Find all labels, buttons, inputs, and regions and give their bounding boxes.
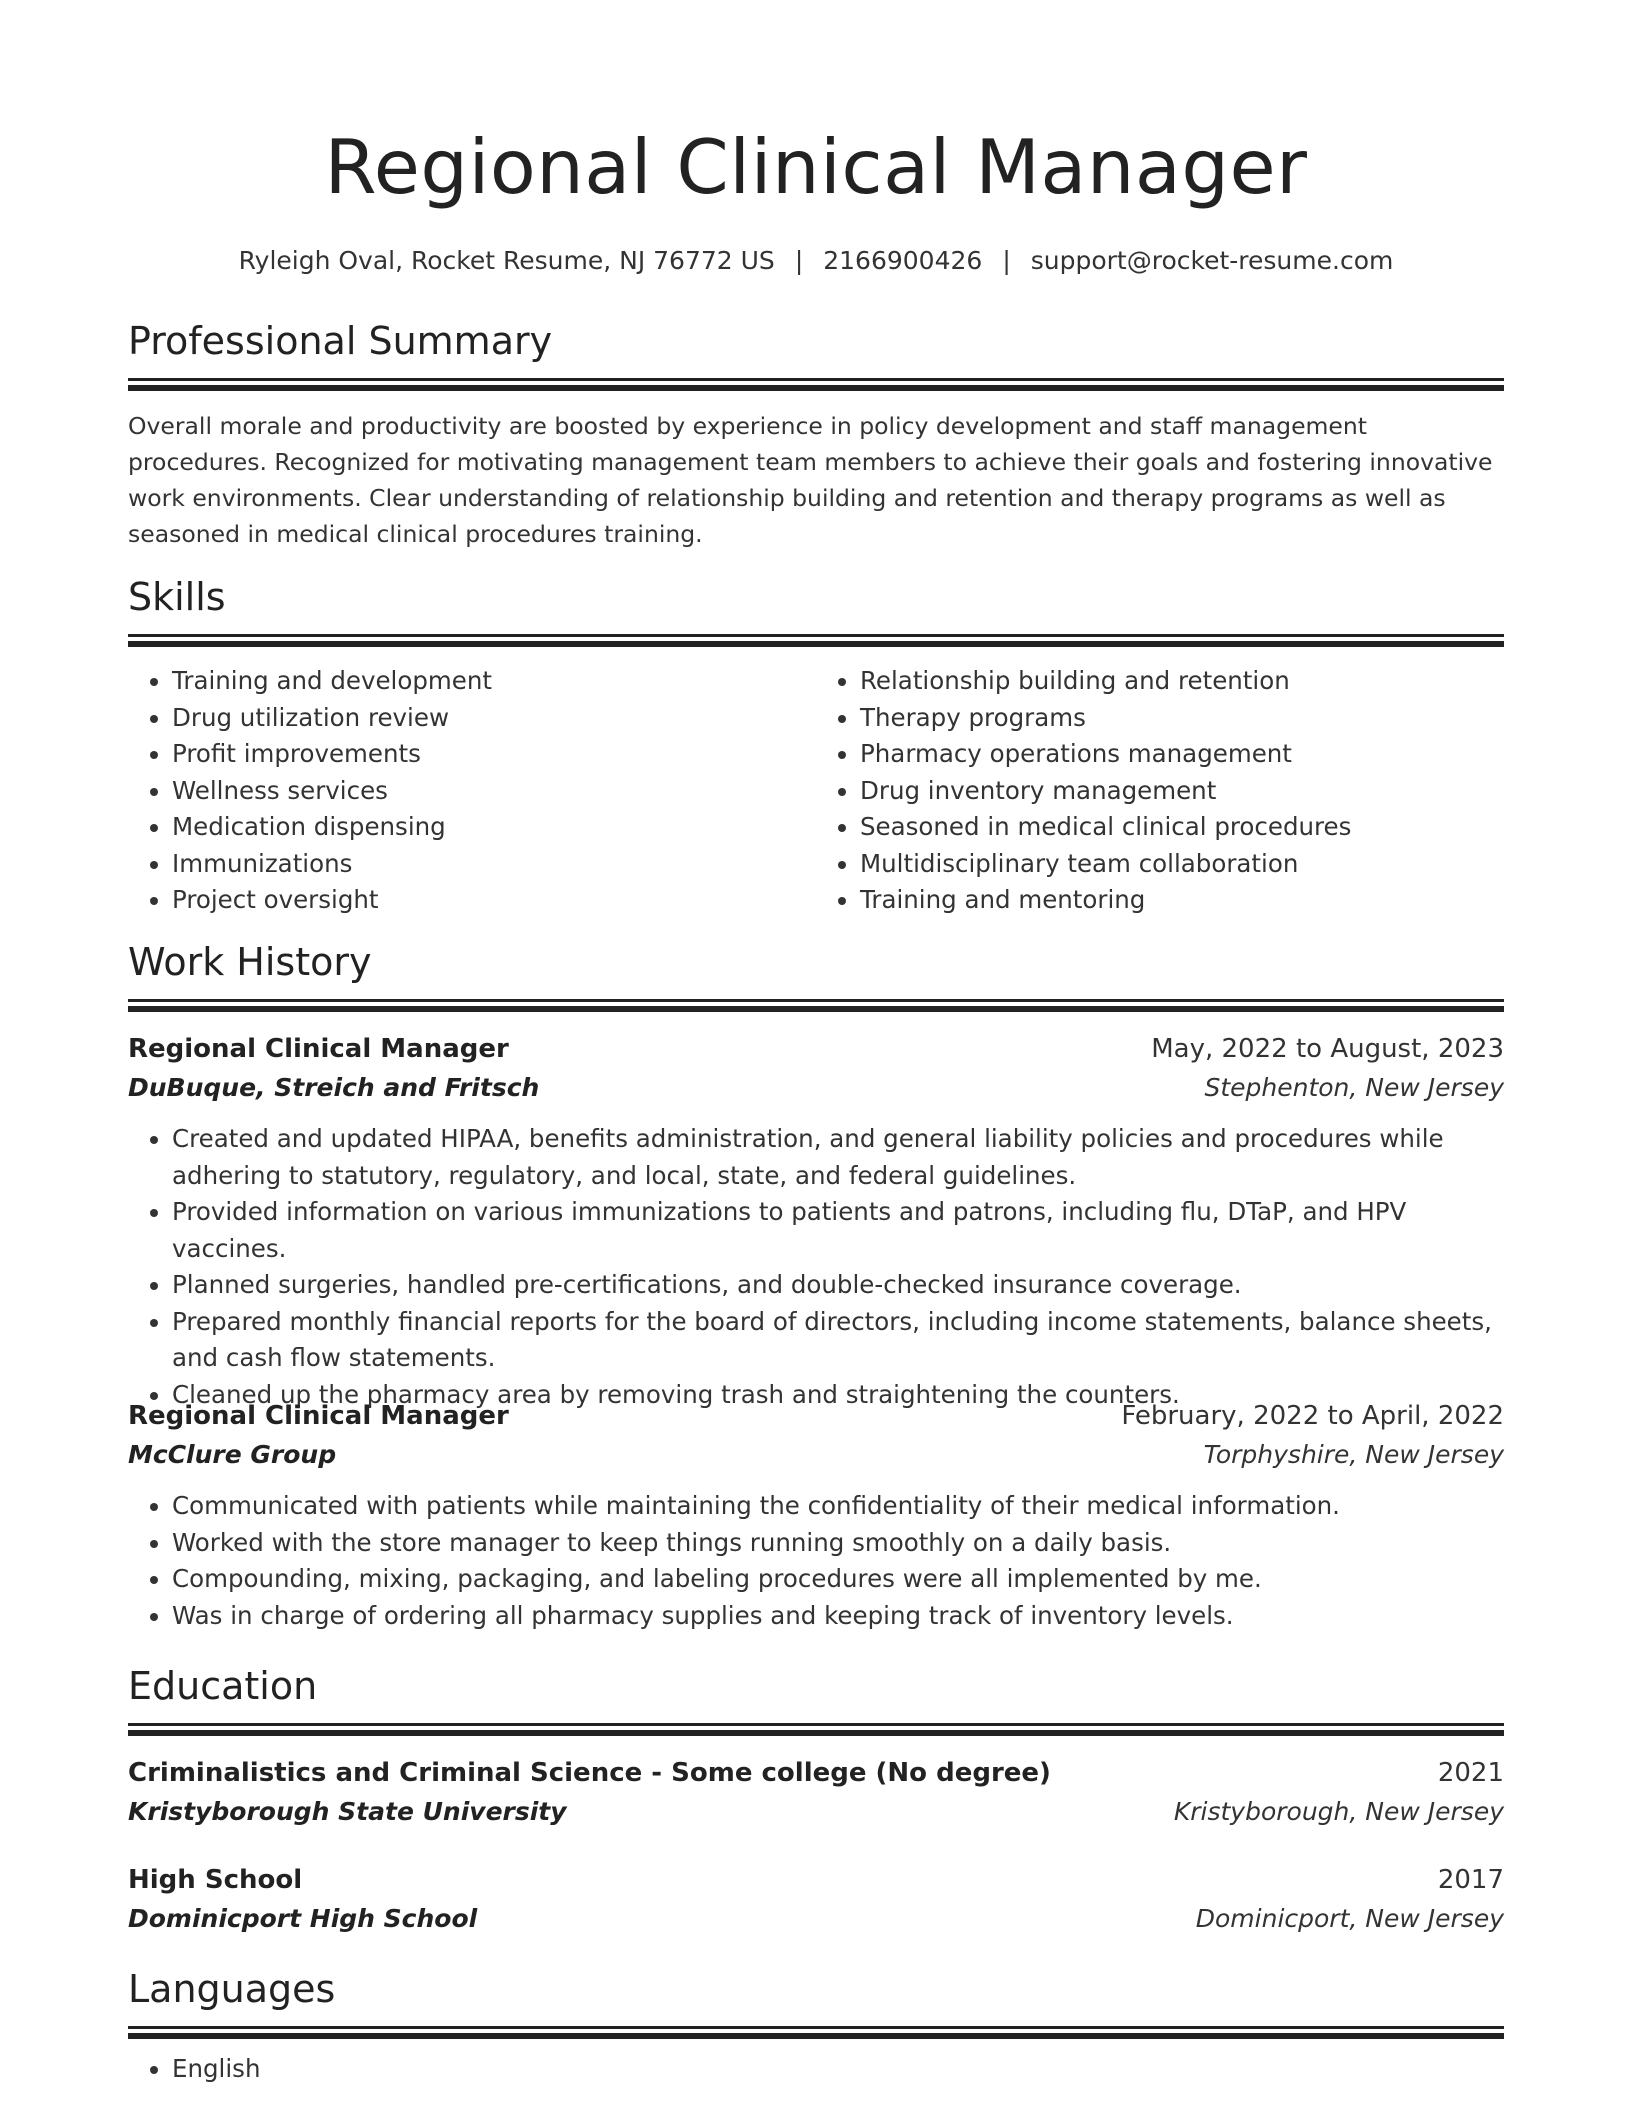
education-entry bbox=[128, 1753, 1504, 1831]
job-location: Torphyshire, New Jersey bbox=[1203, 1440, 1504, 1469]
job-company: McClure Group bbox=[128, 1440, 337, 1469]
skills-grid bbox=[128, 663, 1504, 919]
summary-section bbox=[128, 316, 1504, 552]
job-title: Regional Clinical Manager bbox=[128, 1401, 509, 1431]
education-heading: Education bbox=[128, 1664, 318, 1708]
skills-list-right bbox=[816, 663, 1504, 919]
education-year: 2017 bbox=[1437, 1865, 1504, 1895]
contact-phone: 2166900426 bbox=[823, 246, 983, 275]
job-company: DuBuque, Streich and Fritsch bbox=[128, 1073, 540, 1102]
job-dates: May, 2022 to August, 2023 bbox=[1151, 1034, 1504, 1064]
job-bullet: • Provided information on various immunizations to patients and patrons, including flu, DTaP, and HPV vaccines. bbox=[172, 1194, 1504, 1267]
section-divider bbox=[128, 999, 1504, 1012]
job-header-row bbox=[128, 1029, 1504, 1069]
contact-line bbox=[128, 244, 1504, 278]
contact-email: support@rocket-resume.com bbox=[1030, 246, 1394, 275]
skill-item: • Wellness services bbox=[172, 773, 816, 810]
language-item: • English bbox=[172, 2051, 1504, 2088]
job-bullet: • Planned surgeries, handled pre-certifications, and double-checked insurance coverage. bbox=[172, 1267, 1504, 1304]
education-location: Kristyborough, New Jersey bbox=[1173, 1797, 1504, 1826]
job-location: Stephenton, New Jersey bbox=[1204, 1073, 1504, 1102]
job-bullets bbox=[128, 1488, 1504, 1634]
skill-item: • Training and development bbox=[172, 663, 816, 700]
job-bullet: • Worked with the store manager to keep things running smoothly on a daily basis. bbox=[172, 1525, 1504, 1562]
contact-separator: | bbox=[1002, 246, 1011, 275]
skill-item: • Relationship building and retention bbox=[860, 663, 1504, 700]
skill-item: • Immunizations bbox=[172, 846, 816, 883]
section-divider bbox=[128, 1723, 1504, 1736]
skills-list-left bbox=[128, 663, 816, 919]
job-entry bbox=[128, 1396, 1504, 1634]
education-section bbox=[128, 1661, 1504, 1938]
education-degree: Criminalistics and Criminal Science - Some college (No degree) bbox=[128, 1758, 1051, 1788]
work-history-heading: Work History bbox=[128, 940, 372, 984]
job-entry bbox=[128, 1029, 1504, 1413]
languages-list bbox=[128, 2051, 1504, 2088]
skills-heading: Skills bbox=[128, 575, 226, 619]
languages-section bbox=[128, 1964, 1504, 2088]
skill-item: • Seasoned in medical clinical procedures bbox=[860, 809, 1504, 846]
skills-section bbox=[128, 572, 1504, 919]
contact-separator: | bbox=[794, 246, 804, 275]
skill-item: • Drug inventory management bbox=[860, 773, 1504, 810]
job-bullet: • Cleaned up the pharmacy area by removing trash and straightening the counters. bbox=[172, 1377, 1504, 1414]
job-bullet: • Communicated with patients while maintaining the confidentiality of their medical information. bbox=[172, 1488, 1504, 1525]
education-location: Dominicport, New Jersey bbox=[1195, 1904, 1504, 1933]
languages-heading: Languages bbox=[128, 1967, 336, 2011]
summary-text: Overall morale and productivity are boosted by experience in policy development and staff management procedures. Recognized for motivating management team members to achieve their goals and fostering innovative work environments. Clear understanding of relationship building and retention and therapy programs as well as seasoned in medical clinical procedures training. bbox=[128, 412, 1493, 548]
contact-address: Ryleigh Oval, Rocket Resume, NJ 76772 US bbox=[238, 246, 775, 275]
skill-item: • Drug utilization review bbox=[172, 700, 816, 737]
job-bullet: • Prepared monthly financial reports for the board of directors, including income statements, balance sheets, and cash flow statements. bbox=[172, 1304, 1504, 1377]
education-school: Dominicport High School bbox=[128, 1904, 478, 1933]
section-divider bbox=[128, 378, 1504, 391]
skill-item: • Multidisciplinary team collaboration bbox=[860, 846, 1504, 883]
job-dates: February, 2022 to April, 2022 bbox=[1121, 1401, 1504, 1431]
skill-item: • Pharmacy operations management bbox=[860, 736, 1504, 773]
education-school-row bbox=[128, 1900, 1504, 1938]
job-company-row bbox=[128, 1436, 1504, 1474]
job-bullet: • Compounding, mixing, packaging, and labeling procedures were all implemented by me. bbox=[172, 1561, 1504, 1598]
education-year: 2021 bbox=[1437, 1758, 1504, 1788]
section-divider bbox=[128, 2026, 1504, 2039]
education-header-row bbox=[128, 1860, 1504, 1900]
education-school: Kristyborough State University bbox=[128, 1797, 567, 1826]
resume-title: Regional Clinical Manager bbox=[324, 123, 1308, 211]
skill-item: • Therapy programs bbox=[860, 700, 1504, 737]
skill-item: • Medication dispensing bbox=[172, 809, 816, 846]
education-school-row bbox=[128, 1793, 1504, 1831]
skill-item: • Profit improvements bbox=[172, 736, 816, 773]
job-bullet: • Was in charge of ordering all pharmacy supplies and keeping track of inventory levels. bbox=[172, 1598, 1504, 1635]
education-entry bbox=[128, 1860, 1504, 1938]
work-history-section bbox=[128, 937, 1504, 1413]
job-company-row bbox=[128, 1069, 1504, 1107]
skill-item: • Training and mentoring bbox=[860, 882, 1504, 919]
job-title: Regional Clinical Manager bbox=[128, 1034, 509, 1064]
skill-item: • Project oversight bbox=[172, 882, 816, 919]
education-degree: High School bbox=[128, 1865, 303, 1895]
education-header-row bbox=[128, 1753, 1504, 1793]
summary-heading: Professional Summary bbox=[128, 319, 553, 363]
job-bullet: • Created and updated HIPAA, benefits administration, and general liability policies and procedures while adhering to statutory, regulatory, and local, state, and federal guidelines. bbox=[172, 1121, 1504, 1194]
section-divider bbox=[128, 634, 1504, 647]
job-bullets bbox=[128, 1121, 1504, 1413]
job-header-row bbox=[128, 1396, 1504, 1436]
